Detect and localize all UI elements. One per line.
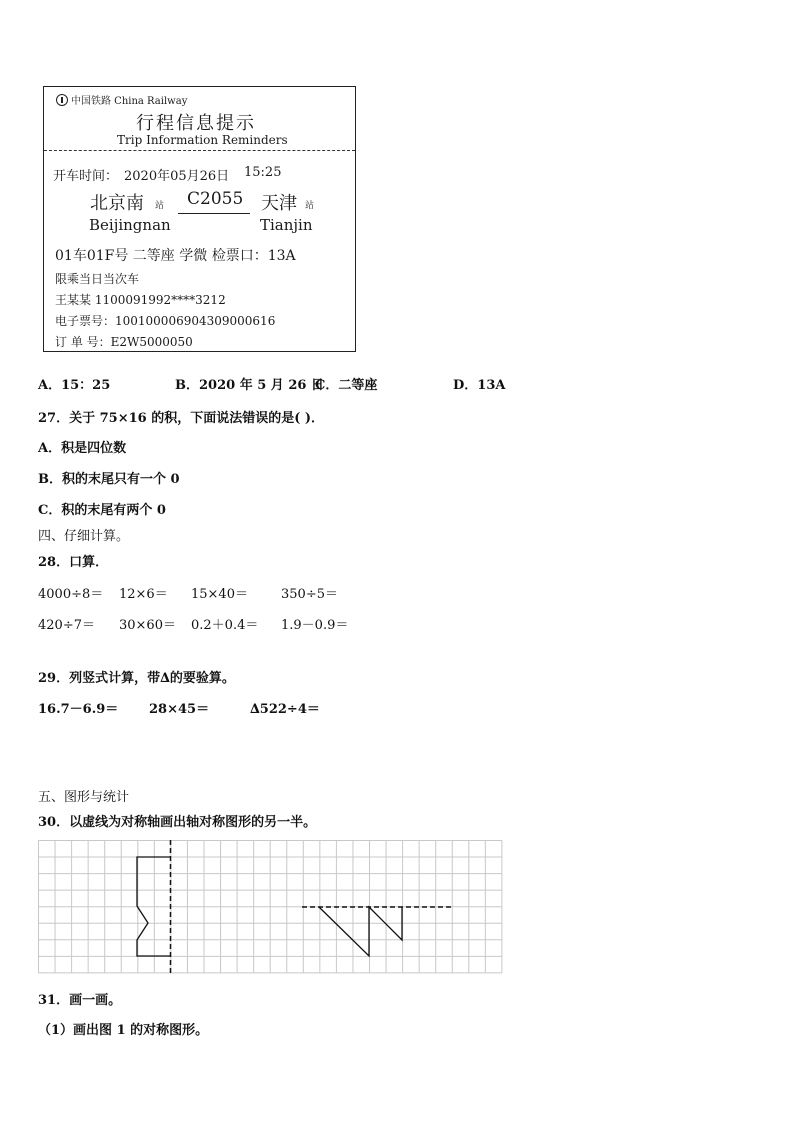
q26-option-d: D．13A — [453, 378, 506, 393]
q29-item: ∆522÷4＝ — [250, 702, 320, 717]
q28-item: 12×6＝ — [119, 587, 168, 602]
q28-item: 15×40＝ — [191, 587, 248, 602]
q27-stem: 27．关于 75×16 的积，下面说法错误的是( )． — [38, 411, 325, 426]
eticket-number: 电子票号：10010000690430900061​6 — [55, 314, 276, 328]
q27-option-a: A．积是四位数 — [38, 441, 127, 456]
q28-item: 350÷5＝ — [281, 587, 338, 602]
trip-information-ticket — [43, 86, 356, 352]
from-station-cn: 北京南 — [90, 193, 144, 214]
train-arrow-line — [178, 213, 250, 214]
q27-option-b: B．积的末尾只有一个 0 — [38, 472, 180, 487]
right-half-figure — [319, 907, 402, 956]
departure-label: 开车时间： — [53, 169, 119, 184]
q28-item: 30×60＝ — [119, 618, 176, 633]
ticket-restriction: 限乘当日当次车 — [55, 272, 140, 286]
departure-time: 15:25 — [244, 165, 282, 180]
to-station-en: Tianjin — [260, 216, 313, 234]
q28-item: 0.2＋0.4＝ — [191, 618, 259, 633]
ticket-title-en: Trip Information Reminders — [117, 133, 288, 147]
q31-stem: 31．画一画。 — [38, 993, 122, 1008]
ticket-title-cn: 行程信息提示 — [136, 113, 256, 134]
q28-item: 1.9－0.9＝ — [281, 618, 349, 633]
q27-option-c: C．积的末尾有两个 0 — [38, 503, 166, 518]
q30-stem: 30．以虚线为对称轴画出轴对称图形的另一半。 — [38, 815, 317, 830]
q31-sub1: （1）画出图 1 的对称图形。 — [38, 1023, 209, 1038]
q28-stem: 28．口算． — [38, 555, 109, 570]
ticket-logo-text: 中国铁路 China Railway — [71, 96, 188, 107]
order-number: 订 单 号：E2W5000050 — [55, 335, 193, 349]
q28-item: 420÷7＝ — [38, 618, 95, 633]
from-station-en: Beijingnan — [89, 216, 171, 234]
to-station-suffix: 站 — [305, 201, 315, 211]
ticket-divider — [44, 150, 355, 151]
departure-date: 2020年05月26日 — [124, 169, 230, 184]
q29-item: 28×45＝ — [149, 702, 210, 717]
symmetry-grid — [38, 840, 503, 974]
q26-option-c: C．二等座 — [315, 378, 378, 393]
section-4-heading: 四、仔细计算。 — [38, 529, 130, 544]
to-station-cn: 天津 — [261, 193, 297, 214]
passenger-info: 王某某 1100091992****3212 — [55, 293, 226, 307]
q29-item: 16.7－6.9＝ — [38, 702, 119, 717]
q26-option-b: B．2020 年 5 月 26 日 — [175, 378, 324, 393]
q26-option-a: A．15：25 — [38, 378, 111, 393]
from-station-suffix: 站 — [155, 201, 165, 211]
section-5-heading: 五、图形与统计 — [38, 790, 130, 805]
q28-item: 4000÷8＝ — [38, 587, 104, 602]
china-railway-logo-icon — [56, 94, 68, 106]
train-number: C2055 — [187, 189, 244, 209]
q29-stem: 29．列竖式计算，带∆的要验算。 — [38, 671, 235, 686]
seat-info: 01车01F号 二等座 学微 检票口：13A — [55, 248, 296, 264]
